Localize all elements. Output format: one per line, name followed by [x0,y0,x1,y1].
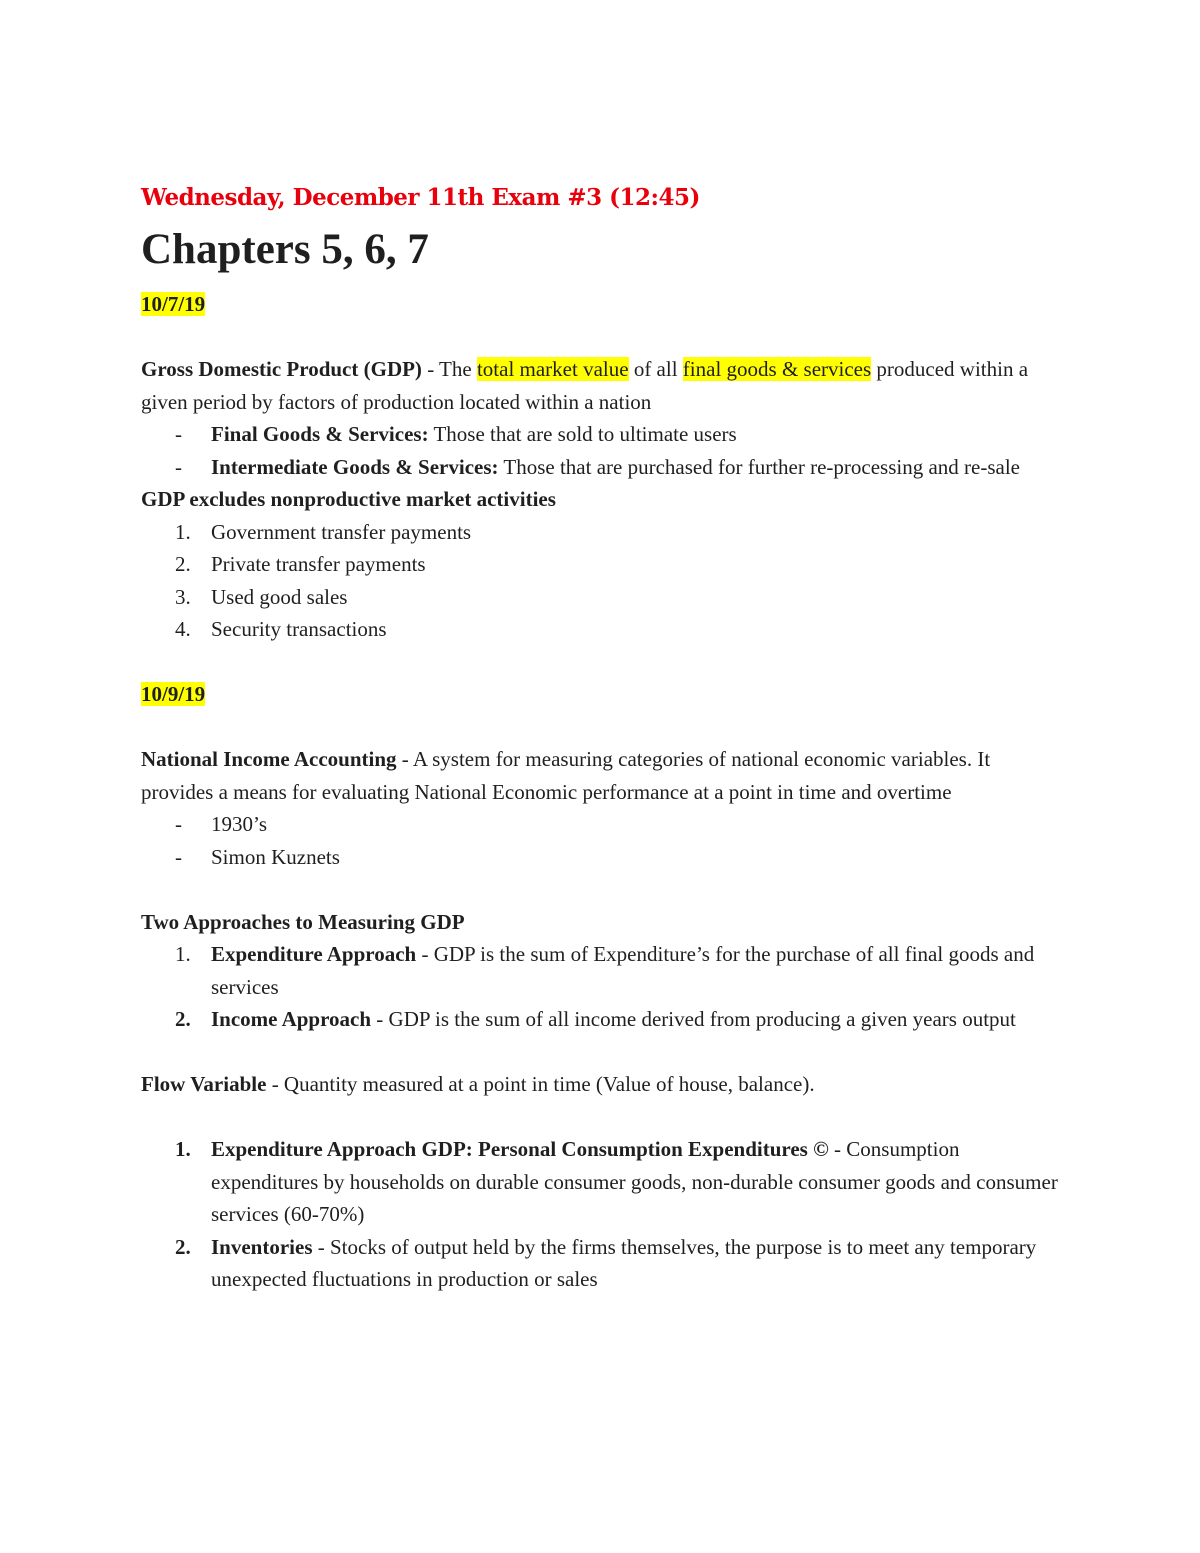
document-content [141,180,1061,1296]
list-item: 1. Expenditure Approach - GDP is the sum of Expenditure’s for the purchase of all final goods and services [175,942,1035,999]
gdp-term: Gross Domestic Product (GDP) [141,357,422,381]
approaches-heading: Two Approaches to Measuring GDP [141,909,465,934]
gdp-definition: Gross Domestic Product (GDP) - The total market value of all final goods & services produced within a given period by factors of production located within a nation [141,357,1029,414]
approaches-list [141,938,1061,1036]
list-item: 1. Expenditure Approach GDP: Personal Consumption Expenditures © - Consumption expenditures by households on durable consumer goods, non-durable consumer goods and consumer services (60-70%) [175,1137,1058,1226]
expenditure-list [141,1133,1061,1296]
exam-heading: Wednesday, December 11th Exam #3 (12:45) [141,184,700,211]
highlight-final-goods: final goods & services [682,357,872,381]
nia-list [141,808,1061,873]
list-item: 3. Used good sales [175,584,348,609]
list-item: 2. Private transfer payments [175,552,426,576]
date-label: 10/9/19 [141,682,206,706]
list-item: - Simon Kuznets [175,844,340,869]
date-heading-1 [141,288,1061,321]
list-item: 1. Government transfer payments [175,519,472,544]
list-item: 2. Income Approach - GDP is the sum of all income derived from producing a given years output [175,1007,1016,1031]
list-item: - 1930’s [175,812,268,836]
list-item: - Final Goods & Services: Those that are sold to ultimate users [175,422,737,446]
highlight-total-market-value: total market value [476,357,629,381]
date-heading-2 [141,678,1061,711]
list-item: 2. Inventories - Stocks of output held by the firms themselves, the purpose is to meet any temporary unexpected fluctuations in production or sales [175,1234,1037,1291]
nia-term: National Income Accounting [141,747,397,771]
excludes-list [141,516,1061,646]
list-item: - Intermediate Goods & Services: Those that are purchased for further re-processing and re-sale [175,454,1020,479]
list-item: 4. Security transactions [175,617,387,641]
goods-list [141,418,1061,483]
excludes-heading: GDP excludes nonproductive market activities [141,487,556,511]
flow-variable-definition: Flow Variable - Quantity measured at a point in time (Value of house, balance). [141,1072,815,1096]
date-label: 10/7/19 [141,292,206,316]
chapters-title: Chapters 5, 6, 7 [141,226,429,273]
nia-definition: National Income Accounting - A system for measuring categories of national economic variables. It provides a means for evaluating National Economic performance at a point in time and overtime [141,747,991,804]
